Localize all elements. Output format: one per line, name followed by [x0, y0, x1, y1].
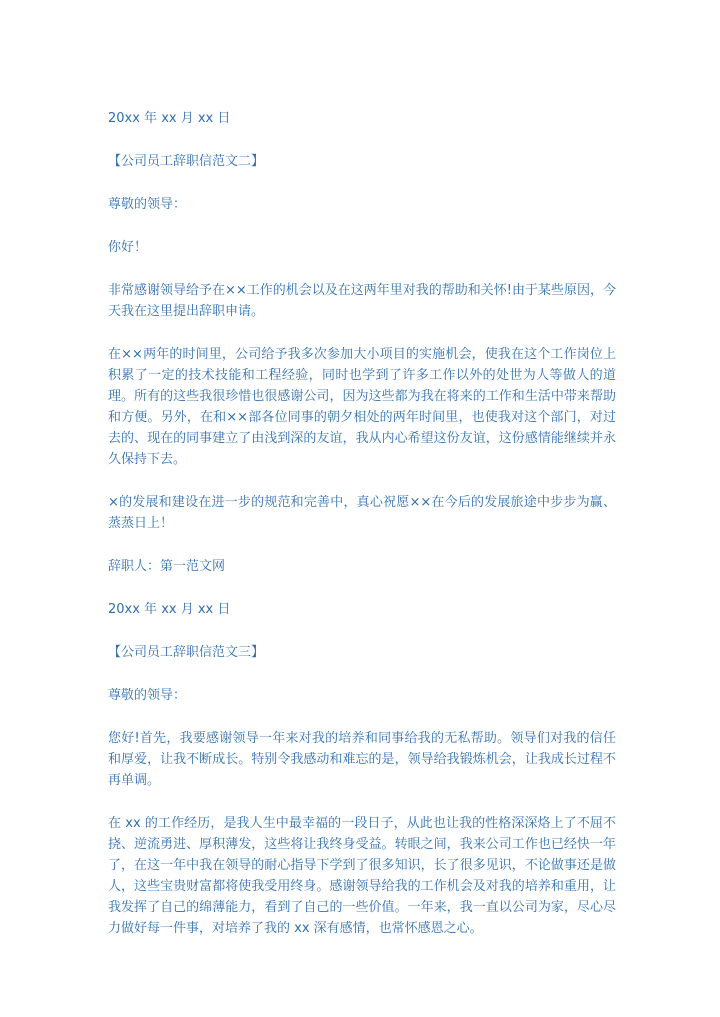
section-heading: 【公司员工辞职信范文三】 — [108, 645, 265, 660]
date-line: 20xx 年 xx 月 xx 日 — [108, 602, 231, 617]
body-paragraph: ×的发展和建设在进一步的规范和完善中，真心祝愿××在今后的发展旅途中步步为赢、蒸蒸日上！ — [108, 495, 616, 531]
date-line: 20xx 年 xx 月 xx 日 — [108, 111, 231, 126]
greeting: 你好！ — [108, 240, 148, 255]
salutation: 尊敬的领导： — [108, 197, 187, 212]
body-paragraph: 在 xx 的工作经历，是我人生中最幸福的一段日子，从此也让我的性格深深烙上了不屈不挠、逆流勇进、厚积薄发，这些将让我终身受益。转眼之间，我来公司工作也已经快一年了，在这一年中我在领导的耐心指导下学到了很多知识，长了很多见识，不论做事还是做人，这些宝贵财富都将使我受用终身。感谢领导给我的工作机会及对我的培养和重用，让我发挥了自己的绵薄能力，看到了自己的一些价值。一年来，我一直以公司为家，尽心尽力做好每一件事，对培养了我的 xx 深有感情，也常怀感恩之心。 — [108, 816, 616, 936]
document-page — [108, 108, 616, 939]
salutation: 尊敬的领导： — [108, 688, 187, 703]
body-paragraph: 在××两年的时间里，公司给予我多次参加大小项目的实施机会，使我在这个工作岗位上积累了一定的技术技能和工程经验，同时也学到了许多工作以外的处世为人等做人的道理。所有的这些我很珍惜也很感谢公司，因为这些都为我在将来的工作和生活中带来帮助和方便。另外，在和××部各位同事的朝夕相处的两年时间里，也使我对这个部门，对过去的、现在的同事建立了由浅到深的友谊，我从内心希望这份友谊，这份感情能继续并永久保持下去。 — [108, 347, 616, 467]
signer-line: 辞职人：第一范文网 — [108, 559, 226, 574]
body-paragraph: 非常感谢领导给予在××工作的机会以及在这两年里对我的帮助和关怀!由于某些原因，今天我在这里提出辞职申请。 — [108, 283, 616, 319]
section-heading: 【公司员工辞职信范文二】 — [108, 154, 265, 169]
body-paragraph: 您好!首先，我要感谢领导一年来对我的培养和同事给我的无私帮助。领导们对我的信任和厚爱，让我不断成长。特别令我感动和难忘的是，领导给我锻炼机会，让我成长过程不再单调。 — [108, 731, 616, 788]
